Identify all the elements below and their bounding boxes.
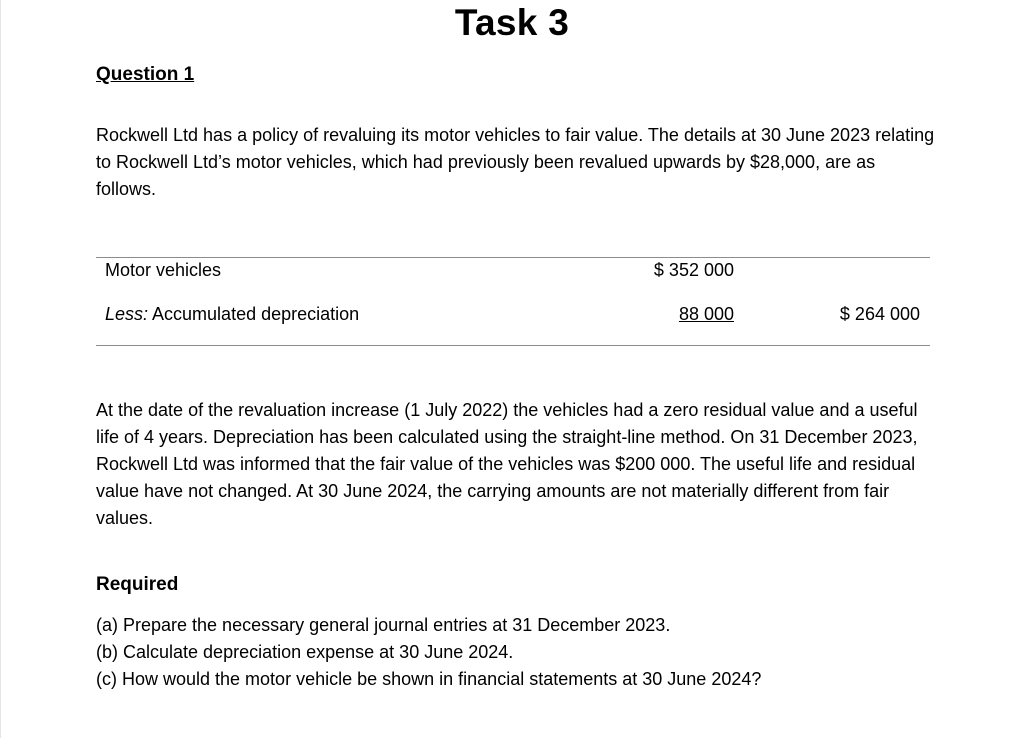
page-edge-line xyxy=(0,0,1,738)
table-row-accumulated-depreciation-amount-cell xyxy=(560,303,734,325)
intro-paragraph-text: Rockwell Ltd has a policy of revaluing its motor vehicles to fair value. The details at 30 June 2023 relating to Rockwell Ltd’s motor vehicles, which had previously been revalued upwards by $28,000, are as follows. xyxy=(96,125,935,199)
requirement-c: (c) How would the motor vehicle be shown in financial statements at 30 June 2024? xyxy=(96,669,762,689)
table-row-motor-vehicles-amount: $ 352 000 xyxy=(653,260,734,280)
accumulated-depreciation-amount: 88 000 xyxy=(678,304,734,324)
requirements-list xyxy=(96,612,761,693)
intro-paragraph xyxy=(96,122,936,203)
table-row-accumulated-depreciation-label xyxy=(105,303,359,325)
requirement-b: (b) Calculate depreciation expense at 30 June 2024. xyxy=(96,642,514,662)
less-prefix: Less: xyxy=(105,304,149,324)
details-paragraph-text: At the date of the revaluation increase (1 July 2022) the vehicles had a zero residual value and a useful life of 4 years. Depreciation has been calculated using the straight-line method. On 31 December 2023, Rockwell Ltd was informed that the fair value of the vehicles was $200 000. The useful life and residual value have not changed. At 30 June 2024, the carrying amounts are not materially different from fair values. xyxy=(96,400,918,528)
required-heading: Required xyxy=(96,574,179,595)
table-row-motor-vehicles-label: Motor vehicles xyxy=(105,260,222,280)
page-title: Task 3 xyxy=(454,2,570,43)
details-paragraph xyxy=(96,397,936,532)
accumulated-depreciation-text: Accumulated depreciation xyxy=(148,304,360,324)
table-row-carrying-amount-total: $ 264 000 xyxy=(839,304,920,324)
requirement-a: (a) Prepare the necessary general journal entries at 31 December 2023. xyxy=(96,615,671,635)
table-bottom-rule xyxy=(96,345,930,346)
question-heading: Question 1 xyxy=(96,64,195,85)
table-top-rule xyxy=(96,257,930,258)
